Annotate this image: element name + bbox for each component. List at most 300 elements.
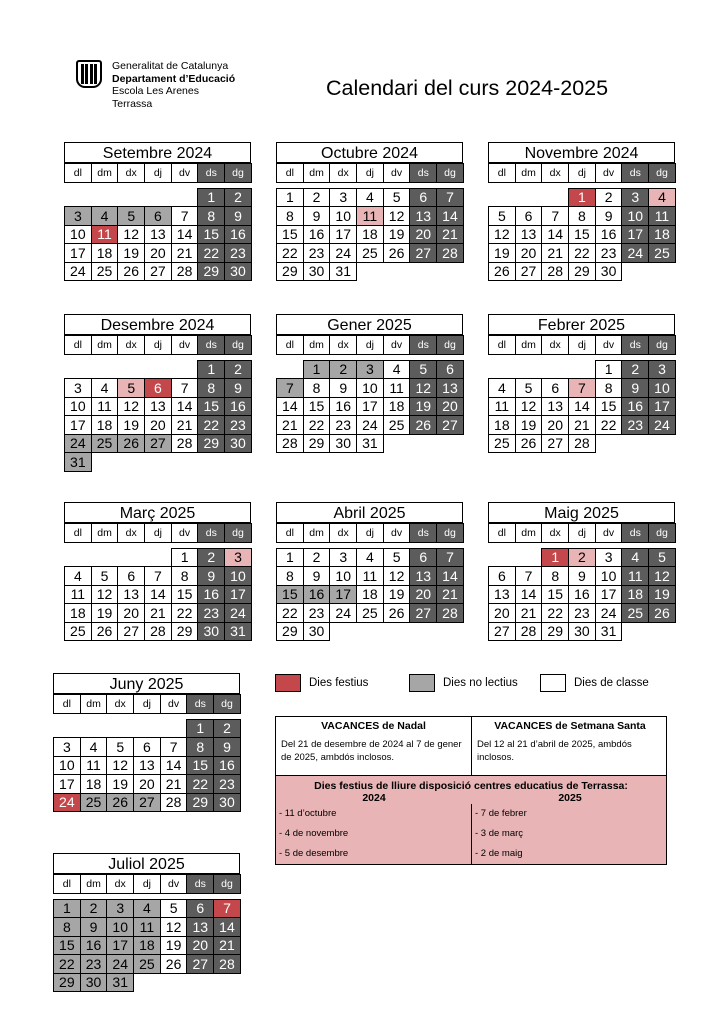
day-cell: 12 <box>409 378 437 398</box>
day-cell: 3 <box>356 360 384 380</box>
weekday-header: ds <box>621 163 649 183</box>
day-cell: 23 <box>197 603 225 623</box>
day-cell: 17 <box>64 243 92 263</box>
month-title: Abril 2025 <box>276 502 463 523</box>
day-cell: 11 <box>64 585 92 605</box>
legend-festius-label: Dies festius <box>309 677 369 689</box>
legend-no-lectius-swatch <box>409 674 435 692</box>
day-cell: 4 <box>80 737 108 757</box>
day-cell: 19 <box>117 243 145 263</box>
weekday-header: dl <box>53 874 81 894</box>
weekday-header: dv <box>383 335 411 355</box>
day-cell: 1 <box>568 188 596 208</box>
day-cell: 9 <box>224 206 252 226</box>
day-cell: 31 <box>595 622 623 642</box>
day-cell: 23 <box>224 415 252 435</box>
day-cell: 20 <box>409 225 437 245</box>
day-cell: 25 <box>648 243 676 263</box>
month-title: Gener 2025 <box>276 314 463 335</box>
day-cell: 23 <box>80 954 108 974</box>
day-cell: 26 <box>383 243 411 263</box>
weekday-header: dv <box>160 874 188 894</box>
month-calendar <box>276 502 463 640</box>
day-cell: 16 <box>621 397 649 417</box>
weekday-header: ds <box>186 874 214 894</box>
weekday-header: dx <box>329 335 357 355</box>
weekday-header: dv <box>595 335 623 355</box>
day-cell: 12 <box>648 566 676 586</box>
day-cell: 15 <box>568 225 596 245</box>
day-cell: 25 <box>80 793 108 813</box>
day-cell: 8 <box>276 206 304 226</box>
day-cell: 21 <box>436 585 464 605</box>
day-cell: 12 <box>106 756 134 776</box>
day-cell: 18 <box>91 415 119 435</box>
day-cell: 8 <box>276 566 304 586</box>
day-cell: 30 <box>224 262 252 282</box>
day-cell: 14 <box>515 585 543 605</box>
day-cell: 8 <box>197 206 225 226</box>
weekday-header: dm <box>515 163 543 183</box>
day-cell: 25 <box>91 434 119 454</box>
day-cell: 12 <box>488 225 516 245</box>
org-line1: Generalitat de Catalunya <box>112 60 229 72</box>
weekday-header: dg <box>648 335 676 355</box>
day-cell: 16 <box>224 397 252 417</box>
weekday-header: dx <box>117 163 145 183</box>
day-cell: 18 <box>64 603 92 623</box>
weekday-header: dx <box>106 874 134 894</box>
day-cell: 9 <box>329 378 357 398</box>
day-cell: 23 <box>329 415 357 435</box>
day-cell: 30 <box>80 973 108 993</box>
legend-festius-swatch <box>275 674 301 692</box>
weekday-header: dm <box>80 874 108 894</box>
day-cell: 17 <box>224 585 252 605</box>
day-cell: 10 <box>329 206 357 226</box>
day-cell: 28 <box>276 434 304 454</box>
vacances-nadal <box>276 717 472 775</box>
day-cell: 11 <box>488 397 516 417</box>
day-cell: 12 <box>515 397 543 417</box>
day-cell: 29 <box>197 262 225 282</box>
legend-no-lectius <box>409 674 518 692</box>
month-title: Novembre 2024 <box>488 142 675 163</box>
day-cell: 6 <box>409 548 437 568</box>
day-cell: 29 <box>541 622 569 642</box>
day-cell: 31 <box>64 452 92 472</box>
day-cell: 16 <box>80 936 108 956</box>
day-cell: 20 <box>541 415 569 435</box>
weekday-header: ds <box>197 335 225 355</box>
weekday-header: dx <box>541 335 569 355</box>
day-cell: 31 <box>356 434 384 454</box>
weekday-header: dl <box>64 335 92 355</box>
weekday-header: dj <box>144 523 172 543</box>
day-cell: 10 <box>356 378 384 398</box>
day-cell: 2 <box>224 360 252 380</box>
day-cell: 9 <box>80 917 108 937</box>
day-cell: 30 <box>303 622 331 642</box>
day-cell: 29 <box>276 622 304 642</box>
day-cell: 3 <box>329 548 357 568</box>
day-cell: 14 <box>213 917 241 937</box>
month-title: Maig 2025 <box>488 502 675 523</box>
day-cell: 20 <box>436 397 464 417</box>
month-title: Setembre 2024 <box>64 142 251 163</box>
vacances-setmana-santa <box>472 717 668 775</box>
legend-classe-label: Dies de classe <box>574 677 649 689</box>
month-title: Desembre 2024 <box>64 314 251 335</box>
weekday-header: dx <box>329 163 357 183</box>
month-calendar <box>53 673 240 811</box>
day-cell: 4 <box>91 378 119 398</box>
day-cell: 21 <box>213 936 241 956</box>
day-cell: 4 <box>383 360 411 380</box>
weekday-header: dx <box>117 335 145 355</box>
day-cell: 15 <box>197 397 225 417</box>
month-title: Març 2025 <box>64 502 251 523</box>
day-cell: 7 <box>436 548 464 568</box>
day-cell: 4 <box>648 188 676 208</box>
day-cell: 23 <box>595 243 623 263</box>
day-cell: 4 <box>356 188 384 208</box>
day-cell: 20 <box>488 603 516 623</box>
day-cell: 4 <box>621 548 649 568</box>
day-cell: 27 <box>409 243 437 263</box>
weekday-header: dm <box>303 523 331 543</box>
day-cell: 22 <box>568 243 596 263</box>
day-cell: 6 <box>436 360 464 380</box>
day-cell: 22 <box>595 415 623 435</box>
day-cell: 12 <box>91 585 119 605</box>
day-cell: 5 <box>117 206 145 226</box>
day-cell: 26 <box>160 954 188 974</box>
day-cell: 4 <box>133 899 161 919</box>
day-cell: 2 <box>621 360 649 380</box>
day-cell: 19 <box>488 243 516 263</box>
weekday-header: dg <box>213 874 241 894</box>
day-cell: 19 <box>106 774 134 794</box>
day-cell: 6 <box>515 206 543 226</box>
day-cell: 7 <box>171 206 199 226</box>
day-cell: 18 <box>356 225 384 245</box>
weekday-header: dj <box>133 874 161 894</box>
day-cell: 18 <box>488 415 516 435</box>
day-cell: 6 <box>186 899 214 919</box>
day-cell: 7 <box>276 378 304 398</box>
day-cell: 5 <box>409 360 437 380</box>
vacances-box <box>275 716 667 776</box>
day-cell: 2 <box>568 548 596 568</box>
day-cell: 3 <box>648 360 676 380</box>
day-cell: 30 <box>595 262 623 282</box>
day-cell: 8 <box>568 206 596 226</box>
day-cell: 24 <box>595 603 623 623</box>
day-cell: 24 <box>64 262 92 282</box>
day-cell: 17 <box>329 225 357 245</box>
day-cell: 13 <box>144 397 172 417</box>
weekday-header: dj <box>356 163 384 183</box>
day-cell: 2 <box>595 188 623 208</box>
month-calendar <box>64 502 251 640</box>
day-cell: 10 <box>595 566 623 586</box>
day-cell: 12 <box>383 206 411 226</box>
month-calendar <box>488 142 675 280</box>
weekday-header: ds <box>409 335 437 355</box>
day-cell: 4 <box>64 566 92 586</box>
day-cell: 25 <box>356 243 384 263</box>
weekday-header: dj <box>356 335 384 355</box>
weekday-header: dl <box>64 163 92 183</box>
day-cell: 1 <box>197 360 225 380</box>
day-cell: 28 <box>541 262 569 282</box>
day-cell: 6 <box>541 378 569 398</box>
weekday-header: dl <box>276 163 304 183</box>
day-cell: 13 <box>436 378 464 398</box>
day-cell: 20 <box>515 243 543 263</box>
day-cell: 13 <box>488 585 516 605</box>
day-cell: 26 <box>91 622 119 642</box>
day-cell: 1 <box>541 548 569 568</box>
day-cell: 6 <box>488 566 516 586</box>
day-cell: 8 <box>595 378 623 398</box>
day-cell: 24 <box>53 793 81 813</box>
day-cell: 29 <box>197 434 225 454</box>
weekday-header: dg <box>648 523 676 543</box>
day-cell: 24 <box>224 603 252 623</box>
weekday-header: dm <box>303 335 331 355</box>
org-line4: Terrassa <box>112 97 153 110</box>
day-cell: 4 <box>356 548 384 568</box>
weekday-header: dg <box>224 523 252 543</box>
day-cell: 9 <box>621 378 649 398</box>
day-cell: 3 <box>224 548 252 568</box>
day-cell: 29 <box>276 262 304 282</box>
day-cell: 1 <box>303 360 331 380</box>
day-cell: 7 <box>436 188 464 208</box>
weekday-header: dv <box>171 163 199 183</box>
festiu-item: - 7 de febrer <box>475 808 527 819</box>
info-panel <box>275 716 667 865</box>
day-cell: 21 <box>568 415 596 435</box>
day-cell: 24 <box>621 243 649 263</box>
legend-classe <box>540 674 649 692</box>
weekday-header: ds <box>621 335 649 355</box>
day-cell: 2 <box>303 548 331 568</box>
day-cell: 7 <box>160 737 188 757</box>
day-cell: 17 <box>356 397 384 417</box>
day-cell: 3 <box>64 378 92 398</box>
month-title: Octubre 2024 <box>276 142 463 163</box>
day-cell: 11 <box>356 566 384 586</box>
weekday-header: dm <box>515 523 543 543</box>
day-cell: 5 <box>383 188 411 208</box>
day-cell: 20 <box>409 585 437 605</box>
day-cell: 11 <box>80 756 108 776</box>
day-cell: 14 <box>436 566 464 586</box>
day-cell: 2 <box>80 899 108 919</box>
day-cell: 7 <box>213 899 241 919</box>
day-cell: 24 <box>106 954 134 974</box>
day-cell: 29 <box>303 434 331 454</box>
day-cell: 19 <box>383 585 411 605</box>
day-cell: 19 <box>383 225 411 245</box>
day-cell: 30 <box>303 262 331 282</box>
day-cell: 4 <box>91 206 119 226</box>
day-cell: 21 <box>160 774 188 794</box>
day-cell: 11 <box>91 225 119 245</box>
weekday-header: dl <box>276 335 304 355</box>
day-cell: 16 <box>197 585 225 605</box>
weekday-header: dl <box>488 523 516 543</box>
day-cell: 23 <box>621 415 649 435</box>
day-cell: 15 <box>541 585 569 605</box>
day-cell: 20 <box>117 603 145 623</box>
day-cell: 13 <box>117 585 145 605</box>
day-cell: 30 <box>568 622 596 642</box>
day-cell: 20 <box>144 243 172 263</box>
month-calendar <box>64 142 251 280</box>
day-cell: 27 <box>515 262 543 282</box>
day-cell: 21 <box>171 243 199 263</box>
day-cell: 15 <box>186 756 214 776</box>
day-cell: 14 <box>436 206 464 226</box>
weekday-header: dl <box>488 335 516 355</box>
day-cell: 13 <box>144 225 172 245</box>
weekday-header: dg <box>436 523 464 543</box>
day-cell: 1 <box>53 899 81 919</box>
day-cell: 26 <box>488 262 516 282</box>
festiu-item: - 3 de març <box>475 828 524 839</box>
day-cell: 19 <box>648 585 676 605</box>
weekday-header: dj <box>144 335 172 355</box>
day-cell: 30 <box>329 434 357 454</box>
day-cell: 15 <box>595 397 623 417</box>
weekday-header: dl <box>64 523 92 543</box>
day-cell: 14 <box>160 756 188 776</box>
day-cell: 8 <box>186 737 214 757</box>
day-cell: 6 <box>117 566 145 586</box>
day-cell: 5 <box>515 378 543 398</box>
day-cell: 10 <box>106 917 134 937</box>
day-cell: 10 <box>64 397 92 417</box>
weekday-header: dj <box>144 163 172 183</box>
weekday-header: dx <box>106 694 134 714</box>
month-calendar <box>53 853 240 991</box>
day-cell: 2 <box>303 188 331 208</box>
org-line2: Departament d’Educació <box>112 72 236 85</box>
day-cell: 9 <box>213 737 241 757</box>
month-calendar <box>488 502 675 640</box>
day-cell: 10 <box>224 566 252 586</box>
weekday-header: dm <box>91 335 119 355</box>
weekday-header: dj <box>133 694 161 714</box>
day-cell: 28 <box>436 603 464 623</box>
weekday-header: ds <box>409 523 437 543</box>
day-cell: 3 <box>595 548 623 568</box>
festiu-item: - 2 de maig <box>475 848 523 859</box>
weekday-header: dm <box>303 163 331 183</box>
day-cell: 4 <box>488 378 516 398</box>
day-cell: 28 <box>171 434 199 454</box>
day-cell: 15 <box>276 225 304 245</box>
day-cell: 6 <box>409 188 437 208</box>
day-cell: 28 <box>171 262 199 282</box>
day-cell: 15 <box>276 585 304 605</box>
weekday-header: dj <box>356 523 384 543</box>
weekday-header: dl <box>276 523 304 543</box>
day-cell: 16 <box>224 225 252 245</box>
day-cell: 14 <box>171 225 199 245</box>
weekday-header: dx <box>541 523 569 543</box>
day-cell: 14 <box>568 397 596 417</box>
day-cell: 18 <box>91 243 119 263</box>
day-cell: 5 <box>106 737 134 757</box>
day-cell: 16 <box>568 585 596 605</box>
day-cell: 19 <box>160 936 188 956</box>
day-cell: 3 <box>329 188 357 208</box>
day-cell: 22 <box>541 603 569 623</box>
weekday-header: ds <box>409 163 437 183</box>
day-cell: 27 <box>117 622 145 642</box>
day-cell: 15 <box>171 585 199 605</box>
day-cell: 29 <box>53 973 81 993</box>
day-cell: 25 <box>621 603 649 623</box>
day-cell: 14 <box>144 585 172 605</box>
logo-block <box>76 60 235 110</box>
weekday-header: ds <box>186 694 214 714</box>
day-cell: 26 <box>117 434 145 454</box>
day-cell: 1 <box>197 188 225 208</box>
weekday-header: ds <box>197 163 225 183</box>
weekday-header: dv <box>171 523 199 543</box>
day-cell: 23 <box>224 243 252 263</box>
day-cell: 11 <box>648 206 676 226</box>
weekday-header: dx <box>117 523 145 543</box>
weekday-header: dj <box>568 163 596 183</box>
festiu-item: - 5 de desembre <box>279 848 349 859</box>
day-cell: 6 <box>144 378 172 398</box>
day-cell: 9 <box>303 206 331 226</box>
day-cell: 2 <box>224 188 252 208</box>
day-cell: 17 <box>329 585 357 605</box>
day-cell: 8 <box>303 378 331 398</box>
day-cell: 25 <box>91 262 119 282</box>
day-cell: 19 <box>515 415 543 435</box>
day-cell: 29 <box>171 622 199 642</box>
day-cell: 27 <box>488 622 516 642</box>
day-cell: 7 <box>144 566 172 586</box>
day-cell: 30 <box>197 622 225 642</box>
day-cell: 28 <box>568 434 596 454</box>
weekday-header: dl <box>488 163 516 183</box>
legend-festius <box>275 674 368 692</box>
day-cell: 3 <box>106 899 134 919</box>
day-cell: 11 <box>133 917 161 937</box>
day-cell: 9 <box>303 566 331 586</box>
day-cell: 7 <box>515 566 543 586</box>
day-cell: 23 <box>303 603 331 623</box>
day-cell: 31 <box>329 262 357 282</box>
day-cell: 22 <box>276 603 304 623</box>
day-cell: 27 <box>133 793 161 813</box>
weekday-header: dj <box>568 523 596 543</box>
month-title: Juliol 2025 <box>53 853 240 874</box>
festius-lliure-title: Dies festius de lliure disposició centres educatius de Terrassa: <box>314 780 628 792</box>
day-cell: 27 <box>186 954 214 974</box>
day-cell: 15 <box>197 225 225 245</box>
